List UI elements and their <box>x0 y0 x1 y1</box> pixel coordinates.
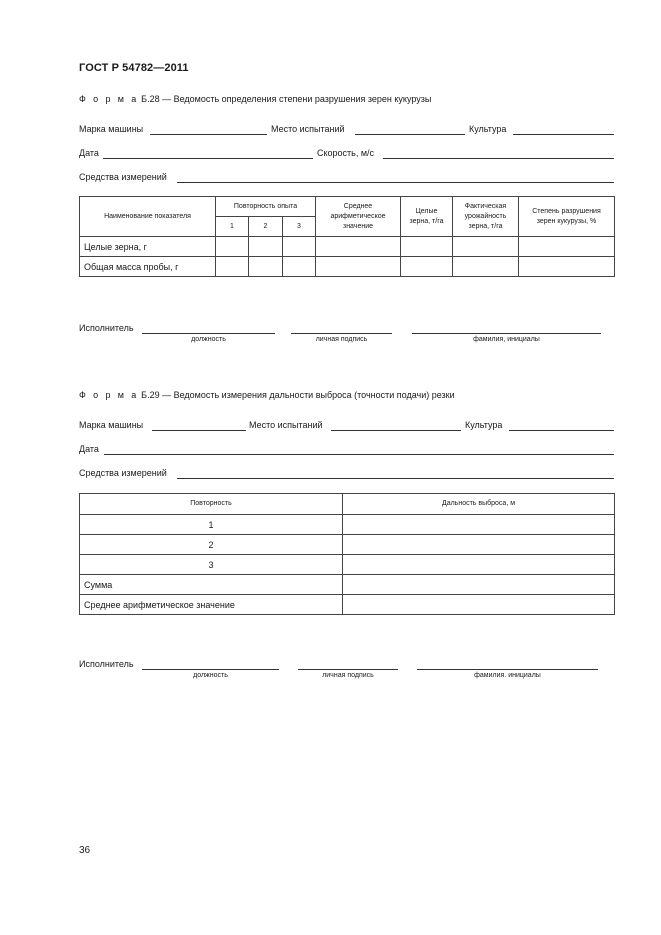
row-label: Общая масса пробы, г <box>80 257 216 277</box>
table-row <box>80 595 615 615</box>
table-cell[interactable] <box>519 237 615 257</box>
form2-machine-label: Марка машины <box>79 420 144 430</box>
table-cell[interactable] <box>316 257 401 277</box>
table-cell[interactable] <box>216 257 249 277</box>
form1-col-r2: 2 <box>249 217 283 237</box>
form1-col-degree: Степень разрушения зерен кукурузы, % <box>519 197 615 237</box>
form2-sign-field[interactable] <box>298 669 398 670</box>
form2-machine-field[interactable] <box>152 430 246 431</box>
form1-speed-label: Скорость, м/с <box>317 148 375 158</box>
form1-instruments-label: Средства измерений <box>79 172 167 182</box>
form2-place-label: Место испытаний <box>249 420 323 430</box>
form1-col-whole: Целые зерна, т/га <box>401 197 453 237</box>
form1-title-text: Б.28 — Ведомость определения степени разрушения зерен кукурузы <box>141 94 432 104</box>
table-row <box>80 515 615 535</box>
table-cell[interactable] <box>519 257 615 277</box>
table-cell[interactable] <box>316 237 401 257</box>
form2-date-field[interactable] <box>104 454 614 455</box>
form1-date-label: Дата <box>79 148 99 158</box>
form2-title-text: Б.29 — Ведомость измерения дальности выброса (точности подачи) резки <box>141 390 455 400</box>
form1-title-prefix: Ф о р м а <box>79 94 139 104</box>
table-cell[interactable] <box>249 237 283 257</box>
form2-crop-label: Культура <box>465 420 503 430</box>
form1-position-field[interactable] <box>142 333 275 334</box>
form1-machine-label: Марка машины <box>79 124 144 134</box>
table-cell[interactable] <box>343 595 615 615</box>
table-row <box>80 555 615 575</box>
form2-position-field[interactable] <box>142 669 279 670</box>
row-label: 1 <box>80 515 343 535</box>
table-cell[interactable] <box>453 257 519 277</box>
row-label: Сумма <box>80 575 343 595</box>
table-cell[interactable] <box>283 257 316 277</box>
form1-crop-label: Культура <box>469 124 507 134</box>
form1-name-caption: фамилия, инициалы <box>473 336 540 343</box>
table-row <box>80 575 615 595</box>
form2-place-field[interactable] <box>331 430 461 431</box>
row-label: 3 <box>80 555 343 575</box>
form2-table <box>79 493 615 615</box>
form2-crop-field[interactable] <box>509 430 614 431</box>
form1-date-field[interactable] <box>103 158 313 159</box>
table-cell[interactable] <box>401 257 453 277</box>
table-cell[interactable] <box>343 575 615 595</box>
row-label: 2 <box>80 535 343 555</box>
form1-position-caption: должность <box>191 336 226 343</box>
form1-speed-field[interactable] <box>383 158 614 159</box>
form1-col-yield: Фактическая урожайность зерна, т/га <box>453 197 519 237</box>
form1-place-field[interactable] <box>355 134 465 135</box>
table-cell[interactable] <box>249 257 283 277</box>
form2-title <box>79 390 455 400</box>
table-row <box>80 237 615 257</box>
table-cell[interactable] <box>343 535 615 555</box>
form2-col-distance: Дальность выброса, м <box>343 494 615 515</box>
form2-date-label: Дата <box>79 444 99 454</box>
form1-col-r1: 1 <box>216 217 249 237</box>
form1-place-label: Место испытаний <box>271 124 345 134</box>
form2-col-repeat: Повторность <box>80 494 343 515</box>
table-cell[interactable] <box>343 555 615 575</box>
form2-executor-label: Исполнитель <box>79 659 134 669</box>
row-label: Целые зерна, г <box>80 237 216 257</box>
form1-col-r3: 3 <box>283 217 316 237</box>
form2-name-caption: фамилия. инициалы <box>474 672 541 679</box>
document-code: ГОСТ Р 54782—2011 <box>79 62 189 74</box>
form2-name-field[interactable] <box>417 669 598 670</box>
form1-instruments-field[interactable] <box>177 182 614 183</box>
form1-sign-caption: личная подпись <box>315 336 368 343</box>
table-cell[interactable] <box>216 237 249 257</box>
form1-col-mean: Среднее арифметическое значение <box>316 197 401 237</box>
form1-col-indicator: Наименование показателя <box>80 197 216 237</box>
form1-col-repeat: Повторность опыта <box>216 197 316 217</box>
form1-machine-field[interactable] <box>150 134 267 135</box>
form1-title <box>79 94 431 104</box>
form2-instruments-label: Средства измерений <box>79 468 167 478</box>
form1-name-field[interactable] <box>412 333 601 334</box>
page-number: 36 <box>79 845 91 856</box>
form2-sign-caption: личная подпись <box>322 672 374 679</box>
form2-position-caption: должность <box>193 672 228 679</box>
table-row <box>80 257 615 277</box>
table-cell[interactable] <box>453 237 519 257</box>
form2-title-prefix: Ф о р м а <box>79 390 139 400</box>
form1-executor-label: Исполнитель <box>79 323 134 333</box>
form1-table <box>79 196 615 277</box>
form1-crop-field[interactable] <box>513 134 614 135</box>
row-label: Среднее арифметическое значение <box>80 595 343 615</box>
table-cell[interactable] <box>401 237 453 257</box>
form2-instruments-field[interactable] <box>177 478 614 479</box>
table-row <box>80 535 615 555</box>
table-cell[interactable] <box>283 237 316 257</box>
table-cell[interactable] <box>343 515 615 535</box>
form1-sign-field[interactable] <box>291 333 392 334</box>
